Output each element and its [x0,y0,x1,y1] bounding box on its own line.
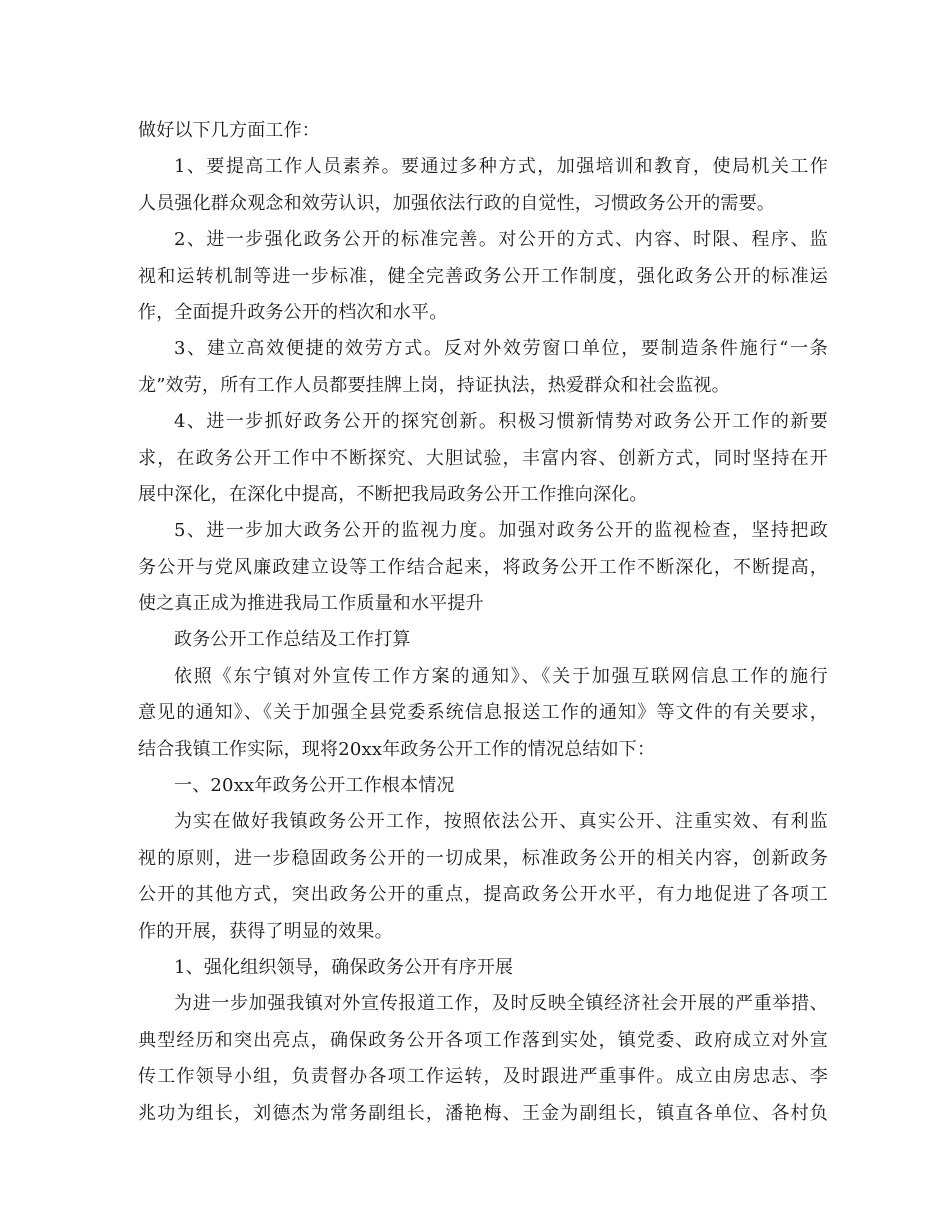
text-line: 1、强化组织领导，确保政务公开有序开展 [174,956,514,978]
text-line: 视的原则，进一步稳固政务公开的一切成果，标准政务公开的相关内容，创新政务 [138,847,828,869]
text-line: 使之真正成为推进我局工作质量和水平提升 [138,593,484,615]
text-line: 政务公开工作总结及工作打算 [174,629,411,651]
text-line: 一、20xx年政务公开工作根本情况 [174,775,455,797]
text-line: 展中深化，在深化中提高，不断把我局政务公开工作推向深化。 [138,483,648,505]
text-line: 为实在做好我镇政务公开工作，按照依法公开、真实公开、注重实效、有利监 [174,811,828,833]
text-line: 2、进一步强化政务公开的标准完善。对公开的方式、内容、时限、程序、监 [174,229,828,251]
text-line: 务公开与党风廉政建立设等工作结合起来，将政务公开工作不断深化，不断提高， [138,556,828,578]
text-line: 公开的其他方式，突出政务公开的重点，提高政务公开水平，有力地促进了各项工 [138,884,828,906]
text-line: 1、要提高工作人员素养。要通过多种方式，加强培训和教育，使局机关工作 [174,156,828,178]
text-line: 视和运转机制等进一步标准，健全完善政务公开工作制度，强化政务公开的标准运 [138,265,828,287]
text-line: 人员强化群众观念和效劳认识，加强依法行政的自觉性，习惯政务公开的需要。 [138,192,775,214]
text-line: 典型经历和突出亮点，确保政务公开各项工作落到实处，镇党委、政府成立对外宣 [138,1029,828,1051]
text-line: 作的开展，获得了明显的效果。 [138,920,393,942]
text-line: 传工作领导小组，负责督办各项工作运转，及时跟进严重事件。成立由房忠志、李 [138,1066,828,1088]
text-line: 求，在政务公开工作中不断探究、大胆试验，丰富内容、创新方式，同时坚持在开 [138,447,828,469]
text-line: 为进一步加强我镇对外宣传报道工作，及时反映全镇经济社会开展的严重举措、 [174,993,828,1015]
text-line: 依照《东宁镇对外宣传工作方案的通知》、《关于加强互联网信息工作的施行 [174,665,828,687]
text-line: 3、建立高效便捷的效劳方式。反对外效劳窗口单位，要制造条件施行“一条 [174,338,828,360]
text-line: 做好以下几方面工作： [138,120,320,141]
text-line: 龙”效劳，所有工作人员都要挂牌上岗，持证执法，热爱群众和社会监视。 [138,374,730,396]
text-line: 作，全面提升政务公开的档次和水平。 [138,301,448,323]
text-line: 兆功为组长，刘德杰为常务副组长，潘艳梅、王金为副组长，镇直各单位、各村负 [138,1102,828,1124]
document-body [138,113,828,1132]
text-line: 意见的通知》、《关于加强全县党委系统信息报送工作的通知》等文件的有关要求， [138,702,828,724]
text-line: 4、进一步抓好政务公开的探究创新。积极习惯新情势对政务公开工作的新要 [174,411,828,433]
text-line: 结合我镇工作实际，现将20xx年政务公开工作的情况总结如下： [138,738,656,760]
text-line: 5、进一步加大政务公开的监视力度。加强对政务公开的监视检查，坚持把政 [174,520,828,542]
